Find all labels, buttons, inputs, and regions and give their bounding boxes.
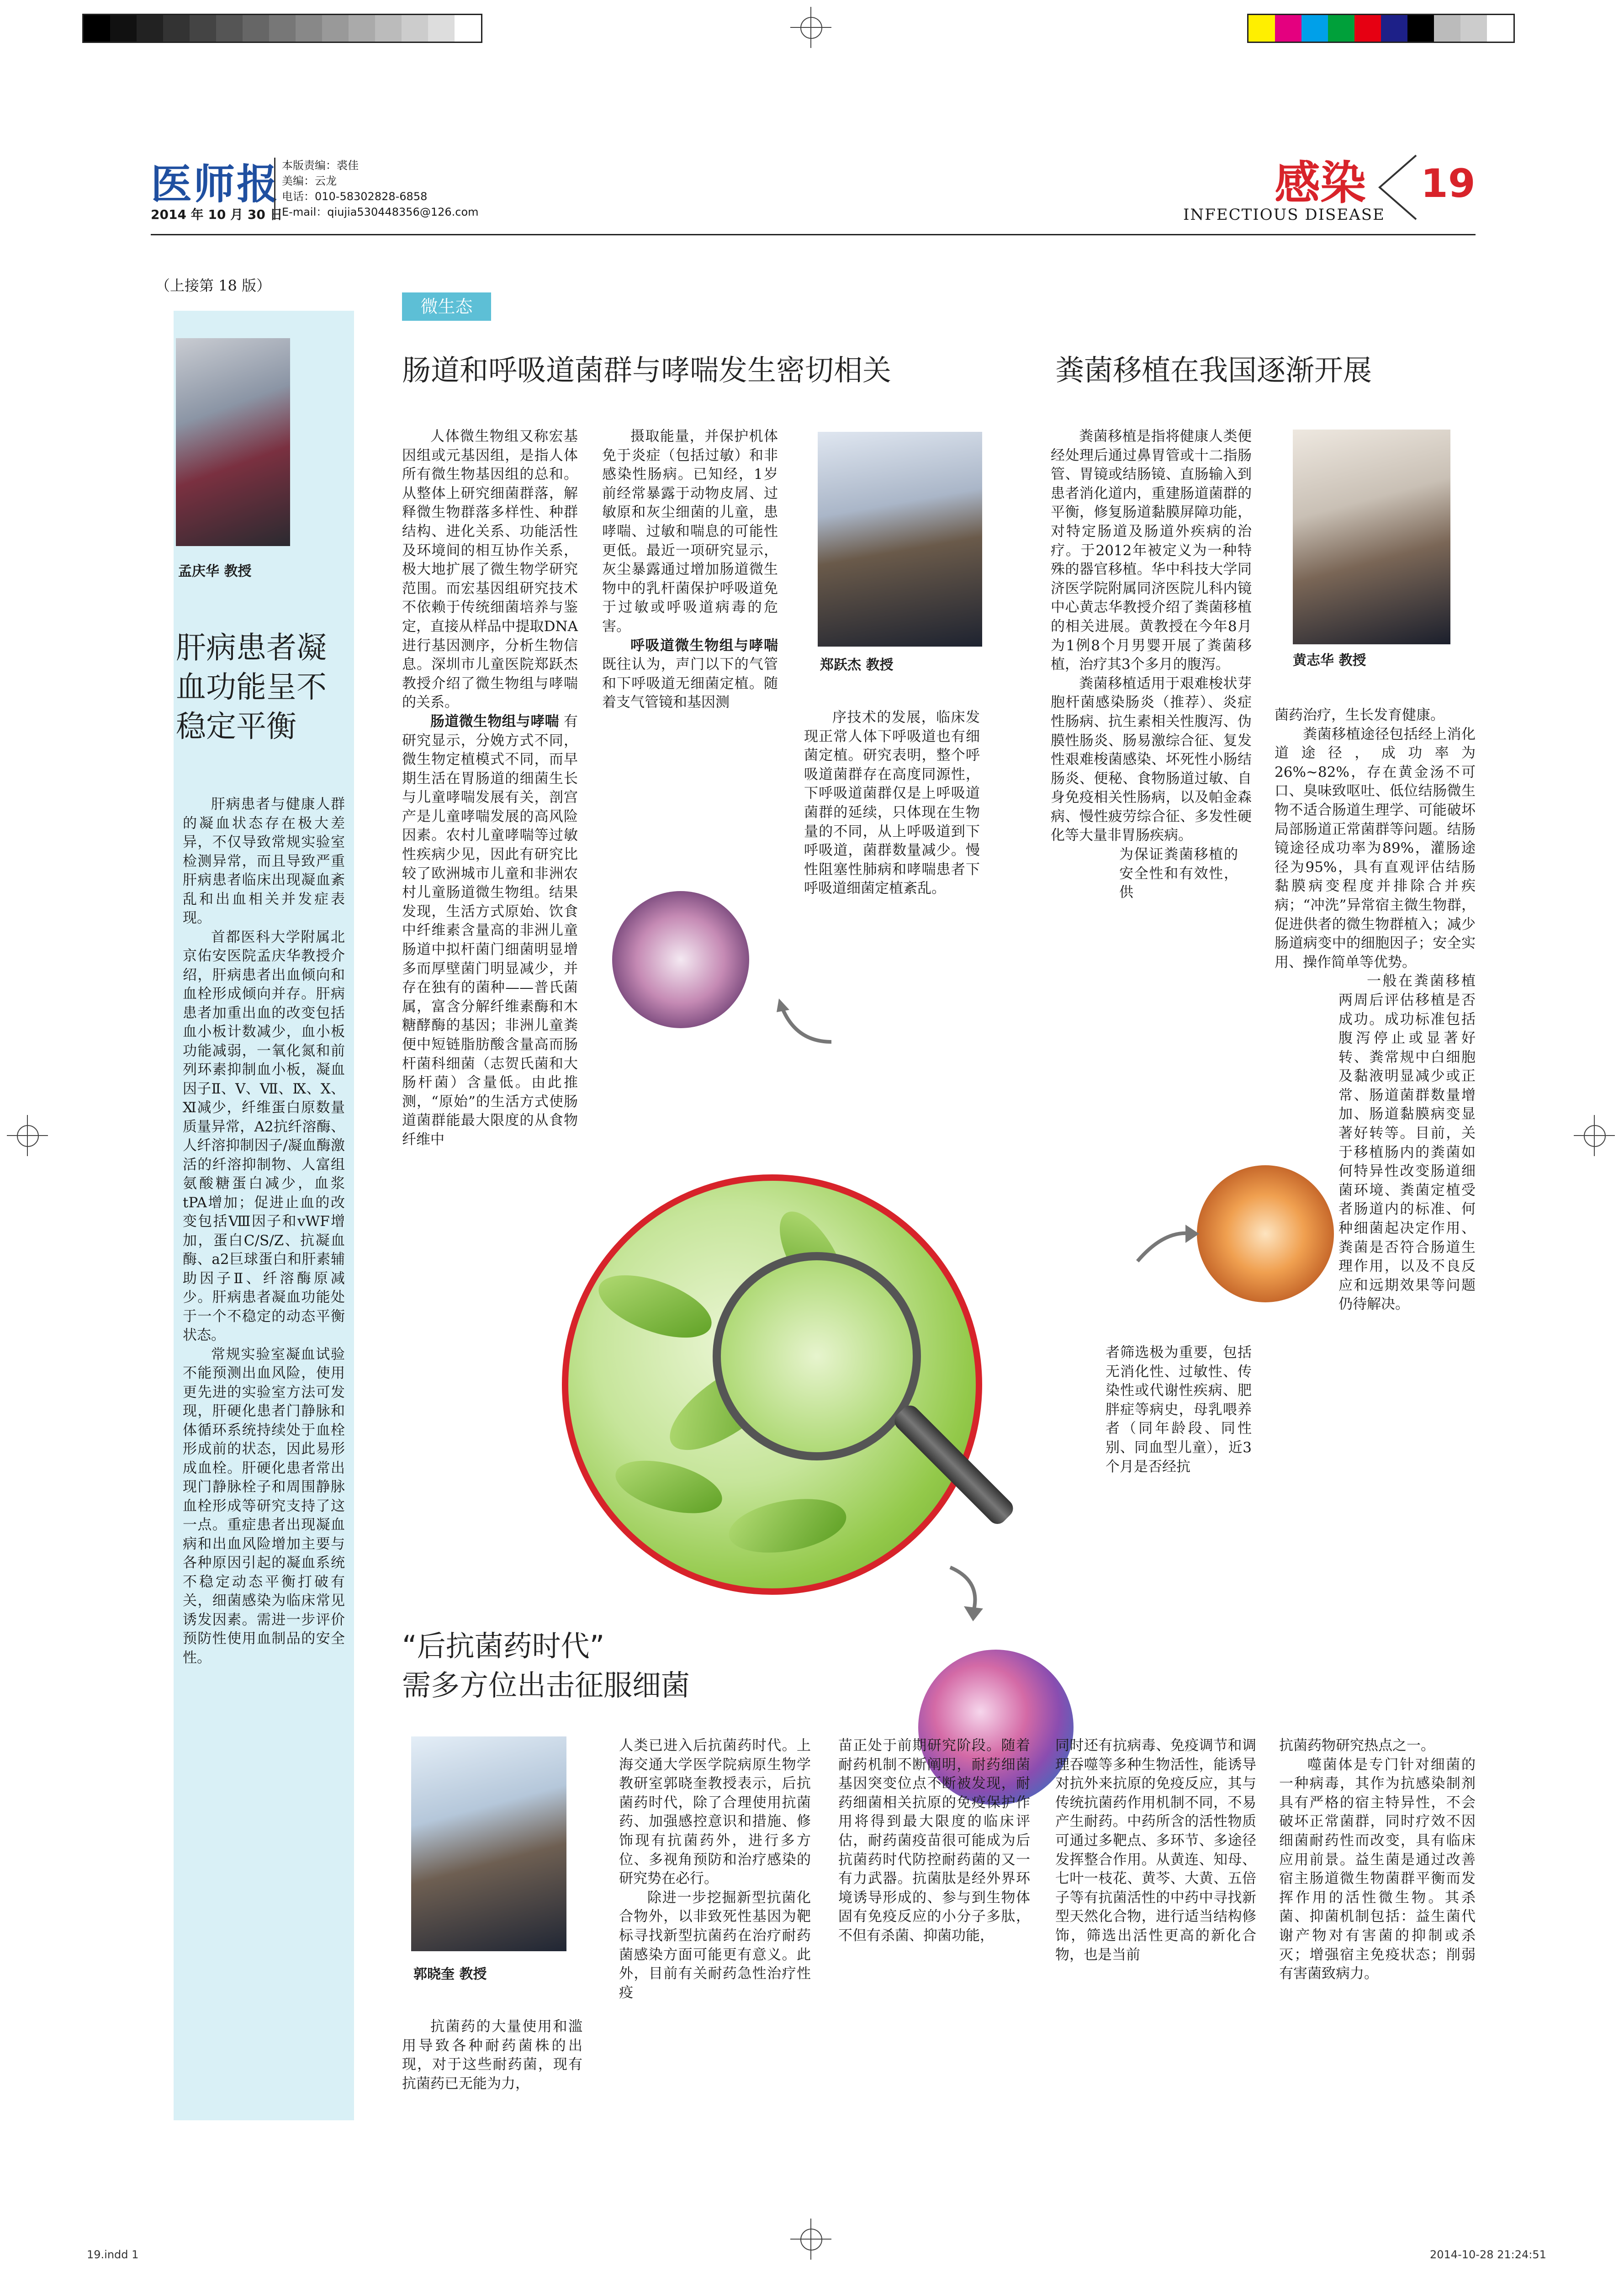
curved-arrow-icon bbox=[777, 996, 841, 1051]
curved-arrow-icon bbox=[941, 1563, 991, 1622]
print-timestamp: 2014-10-28 21:24:51 bbox=[1430, 2248, 1546, 2261]
curved-arrow-icon bbox=[1133, 1216, 1201, 1270]
magnifier-icon bbox=[713, 1252, 921, 1460]
paragraph: 摄取能量，并保护机体免于炎症（包括过敏）和非感染性肠病。已知经，1岁前经常暴露于动物皮屑、过敏原和灰尘细菌的儿童，患哮喘、过敏和喘息的可能性更低。最近一项研究显示，灰尘暴露通过增加肠道微生物中的乳杆菌保护呼吸道免于过敏或呼吸道病毒的危害。 bbox=[602, 428, 778, 635]
masthead-logo: 医师报 bbox=[151, 160, 280, 208]
bacterium-shape bbox=[591, 1263, 719, 1350]
article-column bbox=[602, 427, 778, 880]
header-divider bbox=[151, 234, 1476, 235]
paragraph: 为保证粪菌移植的安全性和有效性，供 bbox=[1119, 846, 1238, 901]
paragraph: 粪菌移植适用于艰难梭状芽胞杆菌感染肠炎（推荐）、炎症性肠病、抗生素相关性腹泻、伪膜性肠炎、肠易激综合征、复发性艰难梭菌感染、坏死性小肠结肠炎、便秘、食物肠道过敏、自身免疫相关性肠病，以及帕金森病、慢性疲劳综合征、多发性硬化等大量非胃肠疾病。 bbox=[1051, 675, 1252, 844]
paragraph-text: 既往认为，声门以下的气管和下呼吸道无细菌定植。随着支气管镜和基因测 bbox=[602, 656, 778, 711]
subheading: 肠道微生物组与哮喘 bbox=[430, 713, 559, 730]
article-column bbox=[838, 1736, 1030, 1946]
portrait-photo bbox=[1293, 430, 1450, 644]
registration-mark-icon bbox=[790, 2219, 831, 2260]
editor-line: 电话：010-58302828-6858 bbox=[282, 190, 428, 203]
editor-info bbox=[274, 158, 479, 220]
photo-caption: 黄志华 教授 bbox=[1293, 653, 1366, 669]
cmyk-color-bar bbox=[1247, 14, 1515, 43]
photo-caption: 孟庆华 教授 bbox=[178, 563, 252, 579]
chevron-left-icon bbox=[1370, 151, 1425, 224]
paragraph: 除进一步挖掘新型抗菌化合物外，以非致死性基因为靶标寻找新型抗菌药在治疗耐药菌感染方面可能更有意义。此外，目前有关耐药急性治疗性疫 bbox=[619, 1889, 811, 2001]
intestine-illustration bbox=[1197, 1165, 1334, 1302]
section-title: 感染 bbox=[1275, 156, 1366, 210]
article-column bbox=[804, 708, 980, 898]
section-tag: 微生态 bbox=[402, 292, 491, 321]
continued-note: （上接第 18 版） bbox=[155, 277, 271, 294]
paragraph: 首都医科大学附属北京佑安医院孟庆华教授介绍，肝病患者出血倾向和血栓形成倾向并存。肝病患者加重出血的改变包括血小板计数减少，血小板功能减弱，一氧化氮和前列环素抑制血小板，凝血因子Ⅱ、Ⅴ、Ⅶ、Ⅸ、Ⅹ、Ⅺ减少，纤维蛋白原数量质量异常，A2抗纤溶酶、人纤溶抑制因子/凝血酶激活的纤溶抑制物、人富组氨酸糖蛋白减少，血浆tPA增加；促进止血的改变包括Ⅷ因子和vWF增加，蛋白C/S/Z、抗凝血酶、a2巨球蛋白和肝素辅助因子Ⅱ、纤溶酶原减少。肝病患者凝血功能处于一个不稳定的动态平衡状态。 bbox=[183, 929, 345, 1343]
article-headline: 肠道和呼吸道菌群与哮喘发生密切相关 bbox=[402, 354, 891, 387]
editor-line: E-mail：qiujia530448356@126.com bbox=[282, 206, 479, 218]
page-number: 19 bbox=[1421, 161, 1476, 207]
section-subtitle: INFECTIOUS DISEASE bbox=[1183, 206, 1385, 224]
portrait-photo bbox=[411, 1736, 566, 1951]
paragraph: 抗菌药的大量使用和滥用导致各种耐药菌株的出现，对于这些耐药菌，现有抗菌药已无能为力， bbox=[402, 2018, 582, 2092]
article-column bbox=[402, 2017, 582, 2093]
grayscale-color-bar bbox=[82, 14, 482, 43]
article-column bbox=[619, 1736, 811, 2002]
paragraph: 人类已进入后抗菌药时代。上海交通大学医学院病原生物学教研室郭晓奎教授表示，后抗菌药时代，除了合理使用抗菌药、加强感控意识和措施、修饰现有抗菌药外，进行多方位、多视角预防和治疗感染的研究势在必行。 bbox=[619, 1737, 811, 1887]
article-column bbox=[1051, 427, 1252, 902]
headline-line: 需多方位出击征服细菌 bbox=[402, 1669, 690, 1702]
paragraph: 常规实验室凝血试验不能预测出血风险，使用更先进的实验室方法可发现，肝硬化患者门静脉和体循环系统持续处于血栓形成前的状态，因此易形成血栓。肝硬化患者常出现门静脉栓子和周围静脉血栓形成等研究支持了这一点。重症患者出现凝血病和出血风险增加主要与各种原因引起的凝血系统不稳定动态平衡打破有关，细菌感染为临床常见诱发因素。需进一步评价预防性使用血制品的安全性。 bbox=[183, 1346, 345, 1666]
paragraph-text: 有研究显示，分娩方式不同，微生物定植模式不同，而早期生活在胃肠道的细菌生长与儿童哮喘发展有关，剖宫产是儿童哮喘发展的高风险因素。农村儿童哮喘等过敏性疾病少见，因此有研究比较了欧洲城市儿童和非洲农村儿童肠道微生物组。结果发现，生活方式原始、饮食中纤维素含量高的非洲儿童肠道中拟杆菌门细菌明显增多而厚壁菌门明显减少，并存在独有的菌种——普氏菌属，富含分解纤维素酶和木糖酵酶的基因；非洲儿童粪便中短链脂肪酸含量高而肠杆菌科细菌（志贺氏菌和大肠杆菌）含量低。由此推测，“原始”的生活方式使肠道菌群能最大限度的从食物纤维中 bbox=[402, 713, 578, 1148]
subheading: 呼吸道微生物组与哮喘 bbox=[630, 637, 778, 654]
paragraph: 抗菌药物研究热点之一。 bbox=[1279, 1737, 1435, 1754]
paragraph: 肝病患者与健康人群的凝血状态存在极大差异，不仅导致常规实验室检测异常，而且导致严重肝病患者临床出现凝血紊乱和出血相关并发症表现。 bbox=[183, 796, 345, 926]
paragraph: 噬菌体是专门针对细菌的一种病毒，其作为抗感染制剂具有严格的宿主特异性，不会破坏正常菌群，同时疗效不因细菌耐药性而改变，具有临床应用前景。益生菌是通过改善宿主肠道微生物菌群平衡而发挥作用的活性微生物。其杀菌、抑菌机制包括：益生菌代谢产物对有害菌的抑制或杀灭；增强宿主免疫状态；削弱有害菌致病力。 bbox=[1279, 1756, 1476, 1982]
file-name: 19.indd 1 bbox=[87, 2248, 139, 2261]
headline-line: “后抗菌药时代” bbox=[402, 1630, 605, 1663]
paragraph: 同时还有抗病毒、免疫调节和调理吞噬等多种生物活性，能诱导对抗外来抗原的免疫反应，其与传统抗菌药作用机制不同，不易产生耐药。中药所含的活性物质可通过多靶点、多环节、多途径发挥整合作用。从黄连、知母、七叶一枝花、黄芩、大黄、五倍子等有抗菌活性的中药中寻找新型天然化合物，进行适当结构修饰，筛选出活性更高的新化合物，也是当前 bbox=[1055, 1737, 1256, 1963]
paragraph: 人体微生物组又称宏基因组或元基因组，是指人体所有微生物基因组的总和。从整体上研究细菌群落，解释微生物群落多样性、种群结构、进化关系、功能活性及环境间的相互协作关系，极大地扩展了微生物学研究范围。而宏基因组研究技术不依赖于传统细菌培养与鉴定，直接从样品中提取DNA进行基因测序，分析生物信息。深圳市儿童医院郑跃杰教授介绍了微生物组与哮喘的关系。 bbox=[402, 428, 578, 711]
editor-line: 美编：云龙 bbox=[282, 175, 337, 187]
paragraph: 序技术的发展，临床发现正常人体下呼吸道也有细菌定植。研究表明，整个呼吸道菌群存在高度同源性，下呼吸道菌群仅是上呼吸道菌群的延续，只体现在生物量的不同，从上呼吸道到下呼吸道，菌群数量减少。慢性阻塞性肺病和哮喘患者下呼吸道细菌定植紊乱。 bbox=[804, 709, 980, 897]
editor-line: 本版责编：裘佳 bbox=[282, 159, 359, 172]
bacterium-shape bbox=[725, 1491, 850, 1561]
registration-mark-icon bbox=[790, 7, 831, 48]
photo-caption: 郭晓奎 教授 bbox=[413, 1966, 487, 1982]
registration-mark-icon bbox=[1574, 1115, 1615, 1156]
paragraph: 苗正处于前期研究阶段。随着耐药机制不断阐明，耐药细菌基因突变位点不断被发现，耐药细菌相关抗原的免疫保护作用将得到最大限度的临床评估，耐药菌疫苗很可能成为后抗菌药时代防控耐药菌的又一有力武器。抗菌肽是经外界环境诱导形成的、参与到生物体固有免疫反应的小分子多肽，不但有杀菌、抑菌功能， bbox=[838, 1737, 1030, 1944]
paragraph: 菌药治疗，生长发育健康。 bbox=[1275, 707, 1444, 723]
article-headline bbox=[402, 1627, 690, 1705]
article-column bbox=[402, 427, 578, 1150]
portrait-photo bbox=[818, 432, 982, 647]
article-headline: 粪菌移植在我国逐渐开展 bbox=[1055, 354, 1372, 387]
article-column bbox=[1279, 1736, 1476, 1984]
bacterium-shape bbox=[610, 1451, 728, 1524]
sidebar-body bbox=[183, 795, 345, 1667]
lungs-illustration bbox=[612, 891, 749, 1028]
paragraph: 一般在粪菌移植两周后评估移植是否成功。成功标准包括腹泻停止或显著好转、粪常规中白细胞及黏液明显减少或正常、肠道菌群数量增加、肠道黏膜病变显著好转等。目前，关于移植肠内的粪菌如何特异性改变肠道细菌环境、粪菌定植受者肠道内的标准、何种细菌起决定作用、粪菌是否符合肠道生理作用，以及不良反应和远期效果等问题仍待解决。 bbox=[1338, 973, 1476, 1313]
portrait-photo bbox=[176, 338, 290, 546]
article-column bbox=[1055, 1736, 1256, 1964]
sidebar-headline: 肝病患者凝血功能呈不稳定平衡 bbox=[176, 630, 327, 744]
paragraph: 粪菌移植途径包括经上消化道途径，成功率为26%~82%，存在黄金汤不可口、臭味致呕吐、低位结肠微生物不适合肠道生理学、可能破坏局部肠道正常菌群等问题。结肠镜途径成功率为89%，灌肠途径为95%，具有直观评估结肠黏膜病变程度并排除合并疾病；“冲洗”异常宿主微生物群，促进供者的微生物群植入；减少肠道病变中的细胞因子；安全实用、操作简单等优势。 bbox=[1275, 726, 1476, 971]
paragraph: 粪菌移植是指将健康人类便经处理后通过鼻胃管或十二指肠管、胃镜或结肠镜、直肠输入到患者消化道内，重建肠道菌群的平衡，修复肠道黏膜屏障功能，对特定肠道及肠道外疾病的治疗。于2012年被定义为一种特殊的器官移植。华中科技大学同济医学院附属同济医院儿科内镜中心黄志华教授介绍了粪菌移植的相关进展。黄教授在今年8月为1例8个月男婴开展了粪菌移植，治疗其3个多月的腹泻。 bbox=[1051, 428, 1252, 673]
article-column bbox=[1051, 1343, 1252, 1476]
issue-date: 2014 年 10 月 30 日 bbox=[151, 207, 283, 222]
registration-mark-icon bbox=[7, 1115, 48, 1156]
paragraph: 者筛选极为重要，包括无消化性、过敏性、传染性或代谢性疾病、肥胖症等病史，母乳喂养者（同年龄段、同性别、同血型儿童），近3个月是否经抗 bbox=[1106, 1344, 1252, 1475]
photo-caption: 郑跃杰 教授 bbox=[820, 657, 894, 673]
